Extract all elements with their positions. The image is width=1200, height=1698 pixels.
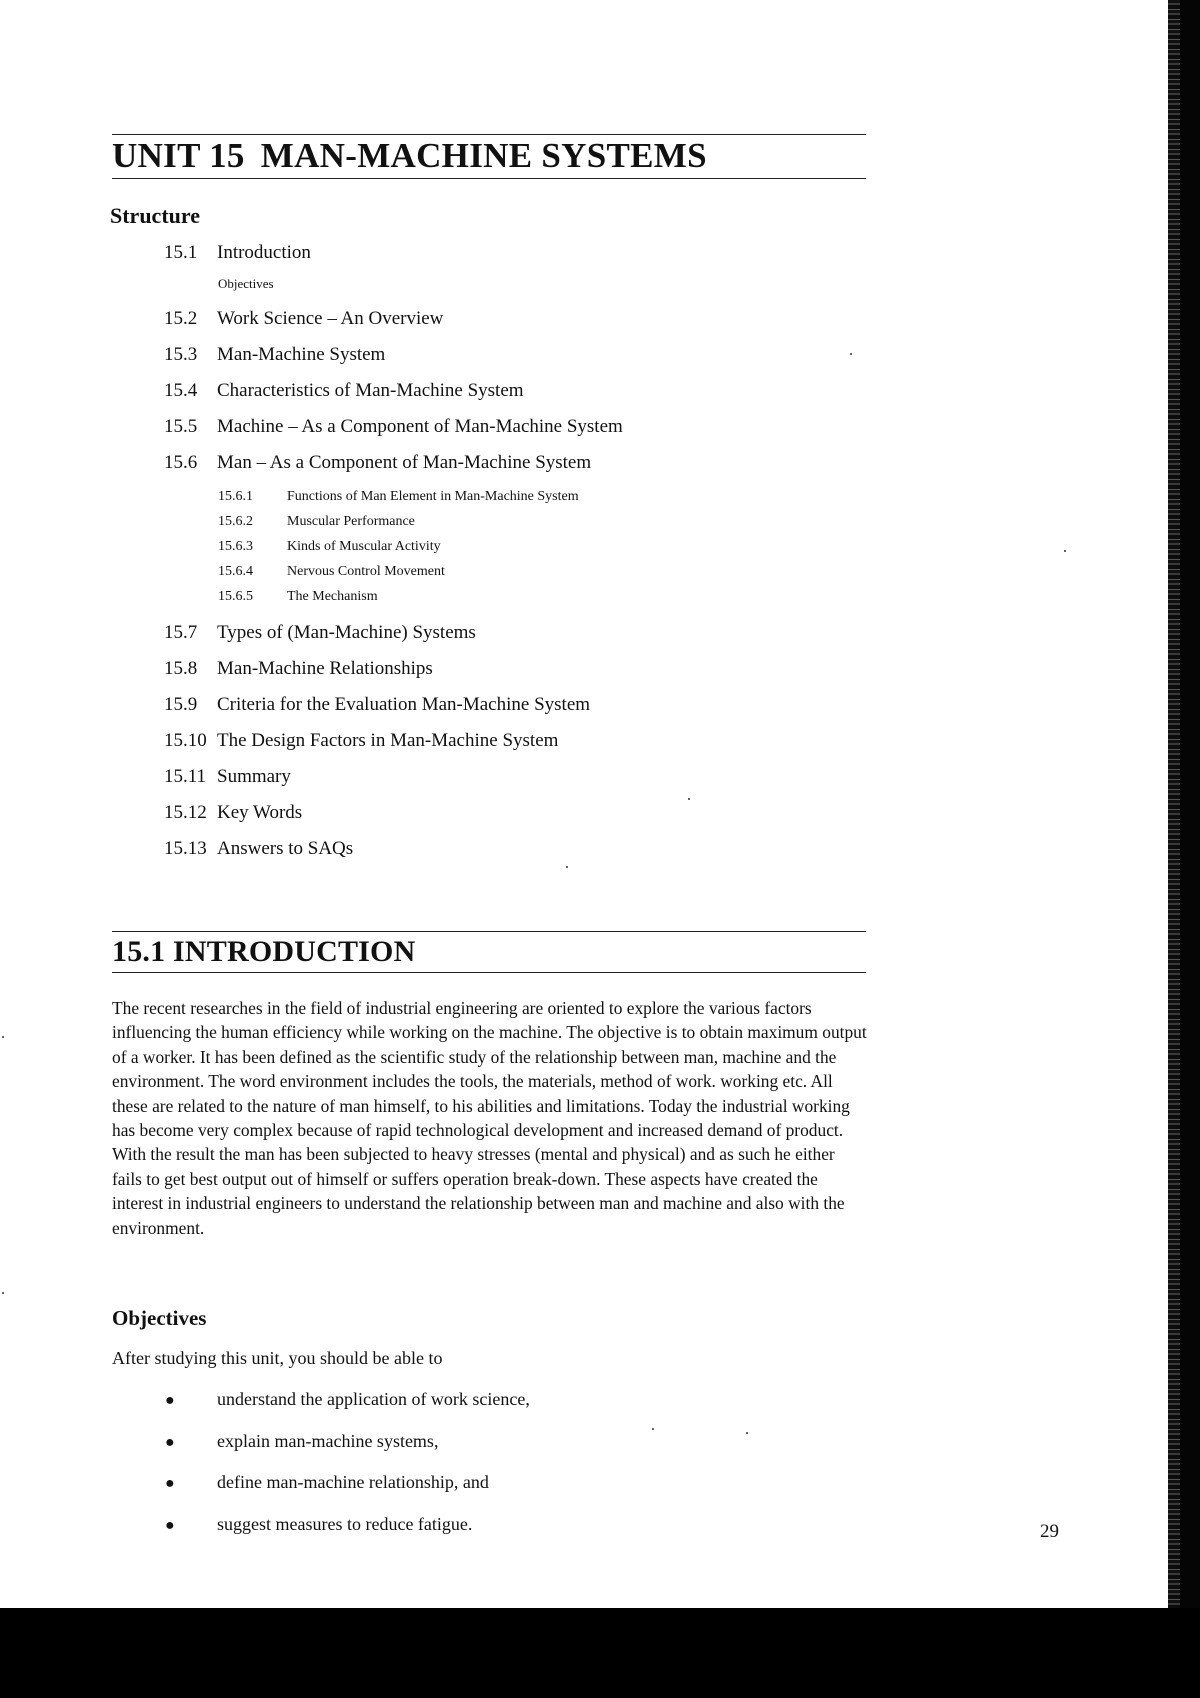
toc-subitem: Objectives [218, 276, 274, 291]
bullet-icon: ● [165, 1475, 175, 1492]
unit-number: UNIT 15 [112, 136, 245, 175]
unit-name: MAN-MACHINE SYSTEMS [260, 136, 707, 175]
intro-bottom-rule [112, 972, 866, 973]
toc-item: 15.10 The Design Factors in Man-Machine System [164, 730, 559, 751]
bullet-icon: ● [165, 1517, 175, 1534]
toc-item: 15.13 Answers to SAQs [164, 838, 354, 859]
scan-bottom-band [0, 1608, 1200, 1698]
bullet-icon: ● [165, 1434, 175, 1451]
objective-item: ● understand the application of work science, [165, 1389, 530, 1409]
toc-item: 15.12 Key Words [164, 802, 303, 823]
scan-speck [2, 1036, 4, 1038]
intro-paragraph: The recent researches in the field of industrial engineering are oriented to explore the various factors influencing the human efficiency while working on the machine. The objective is to obtain maximum output of a worker. It has been defined as the scientific study of the relationship between man, machine and the environment. The word environment includes the tools, the materials, method of work. working etc. All these are related to the nature of man himself, to his abilities and limitations. Today the industrial working has become very complex because of rapid technological development and increased demand of product. With the result the man has been subjected to heavy stresses (mental and physical) and as such he either fails to get best output out of himself or suffers operation break-down. These aspects have created the interest in industrial engineers to understand the relationship between man and machine and also with the environment. [112, 998, 867, 1238]
intro-heading: 15.1 INTRODUCTION [112, 935, 416, 968]
toc-item: 15.1 Introduction [164, 242, 311, 263]
intro-top-rule [112, 931, 866, 932]
toc-item: 15.7 Types of (Man-Machine) Systems [164, 622, 476, 643]
scan-speck [652, 1428, 654, 1430]
toc-item: 15.2 Work Science – An Overview [164, 308, 444, 329]
title-top-rule [112, 134, 866, 135]
objective-item: ● define man-machine relationship, and [165, 1472, 489, 1492]
scan-speck [566, 866, 568, 868]
scan-edge-dark [1180, 0, 1200, 1698]
toc-item: 15.6 Man – As a Component of Man-Machine System [164, 452, 592, 473]
toc-item: 15.11 Summary [164, 766, 291, 787]
scan-speck [1064, 550, 1066, 552]
toc-item: 15.4 Characteristics of Man-Machine System [164, 380, 524, 401]
scan-speck [850, 353, 852, 355]
scan-speck [688, 798, 690, 800]
toc-item: 15.9 Criteria for the Evaluation Man-Machine System [164, 694, 591, 715]
structure-heading: Structure [110, 203, 201, 228]
toc-item: 15.5 Machine – As a Component of Man-Machine System [164, 416, 623, 437]
objective-item: ● suggest measures to reduce fatigue. [165, 1514, 473, 1534]
toc-item: 15.8 Man-Machine Relationships [164, 658, 433, 679]
toc-item: 15.3 Man-Machine System [164, 344, 386, 365]
objectives-lead: After studying this unit, you should be able to [112, 1348, 443, 1368]
objectives-heading: Objectives [112, 1306, 207, 1330]
scan-speck [746, 1432, 748, 1434]
toc-subitem: 15.6.5 The Mechanism [218, 589, 378, 604]
unit-title [112, 136, 707, 176]
bullet-icon: ● [165, 1392, 175, 1409]
scan-speck [2, 1292, 4, 1294]
toc-subitem: 15.6.4 Nervous Control Movement [218, 564, 445, 579]
page-number: 29 [1040, 1521, 1059, 1542]
objective-item: ● explain man-machine systems, [165, 1431, 439, 1451]
toc-subitem: 15.6.3 Kinds of Muscular Activity [218, 539, 441, 554]
title-bottom-rule [112, 178, 866, 179]
toc-subitem: 15.6.2 Muscular Performance [218, 514, 415, 529]
toc-subitem: 15.6.1 Functions of Man Element in Man-Machine System [218, 489, 579, 504]
